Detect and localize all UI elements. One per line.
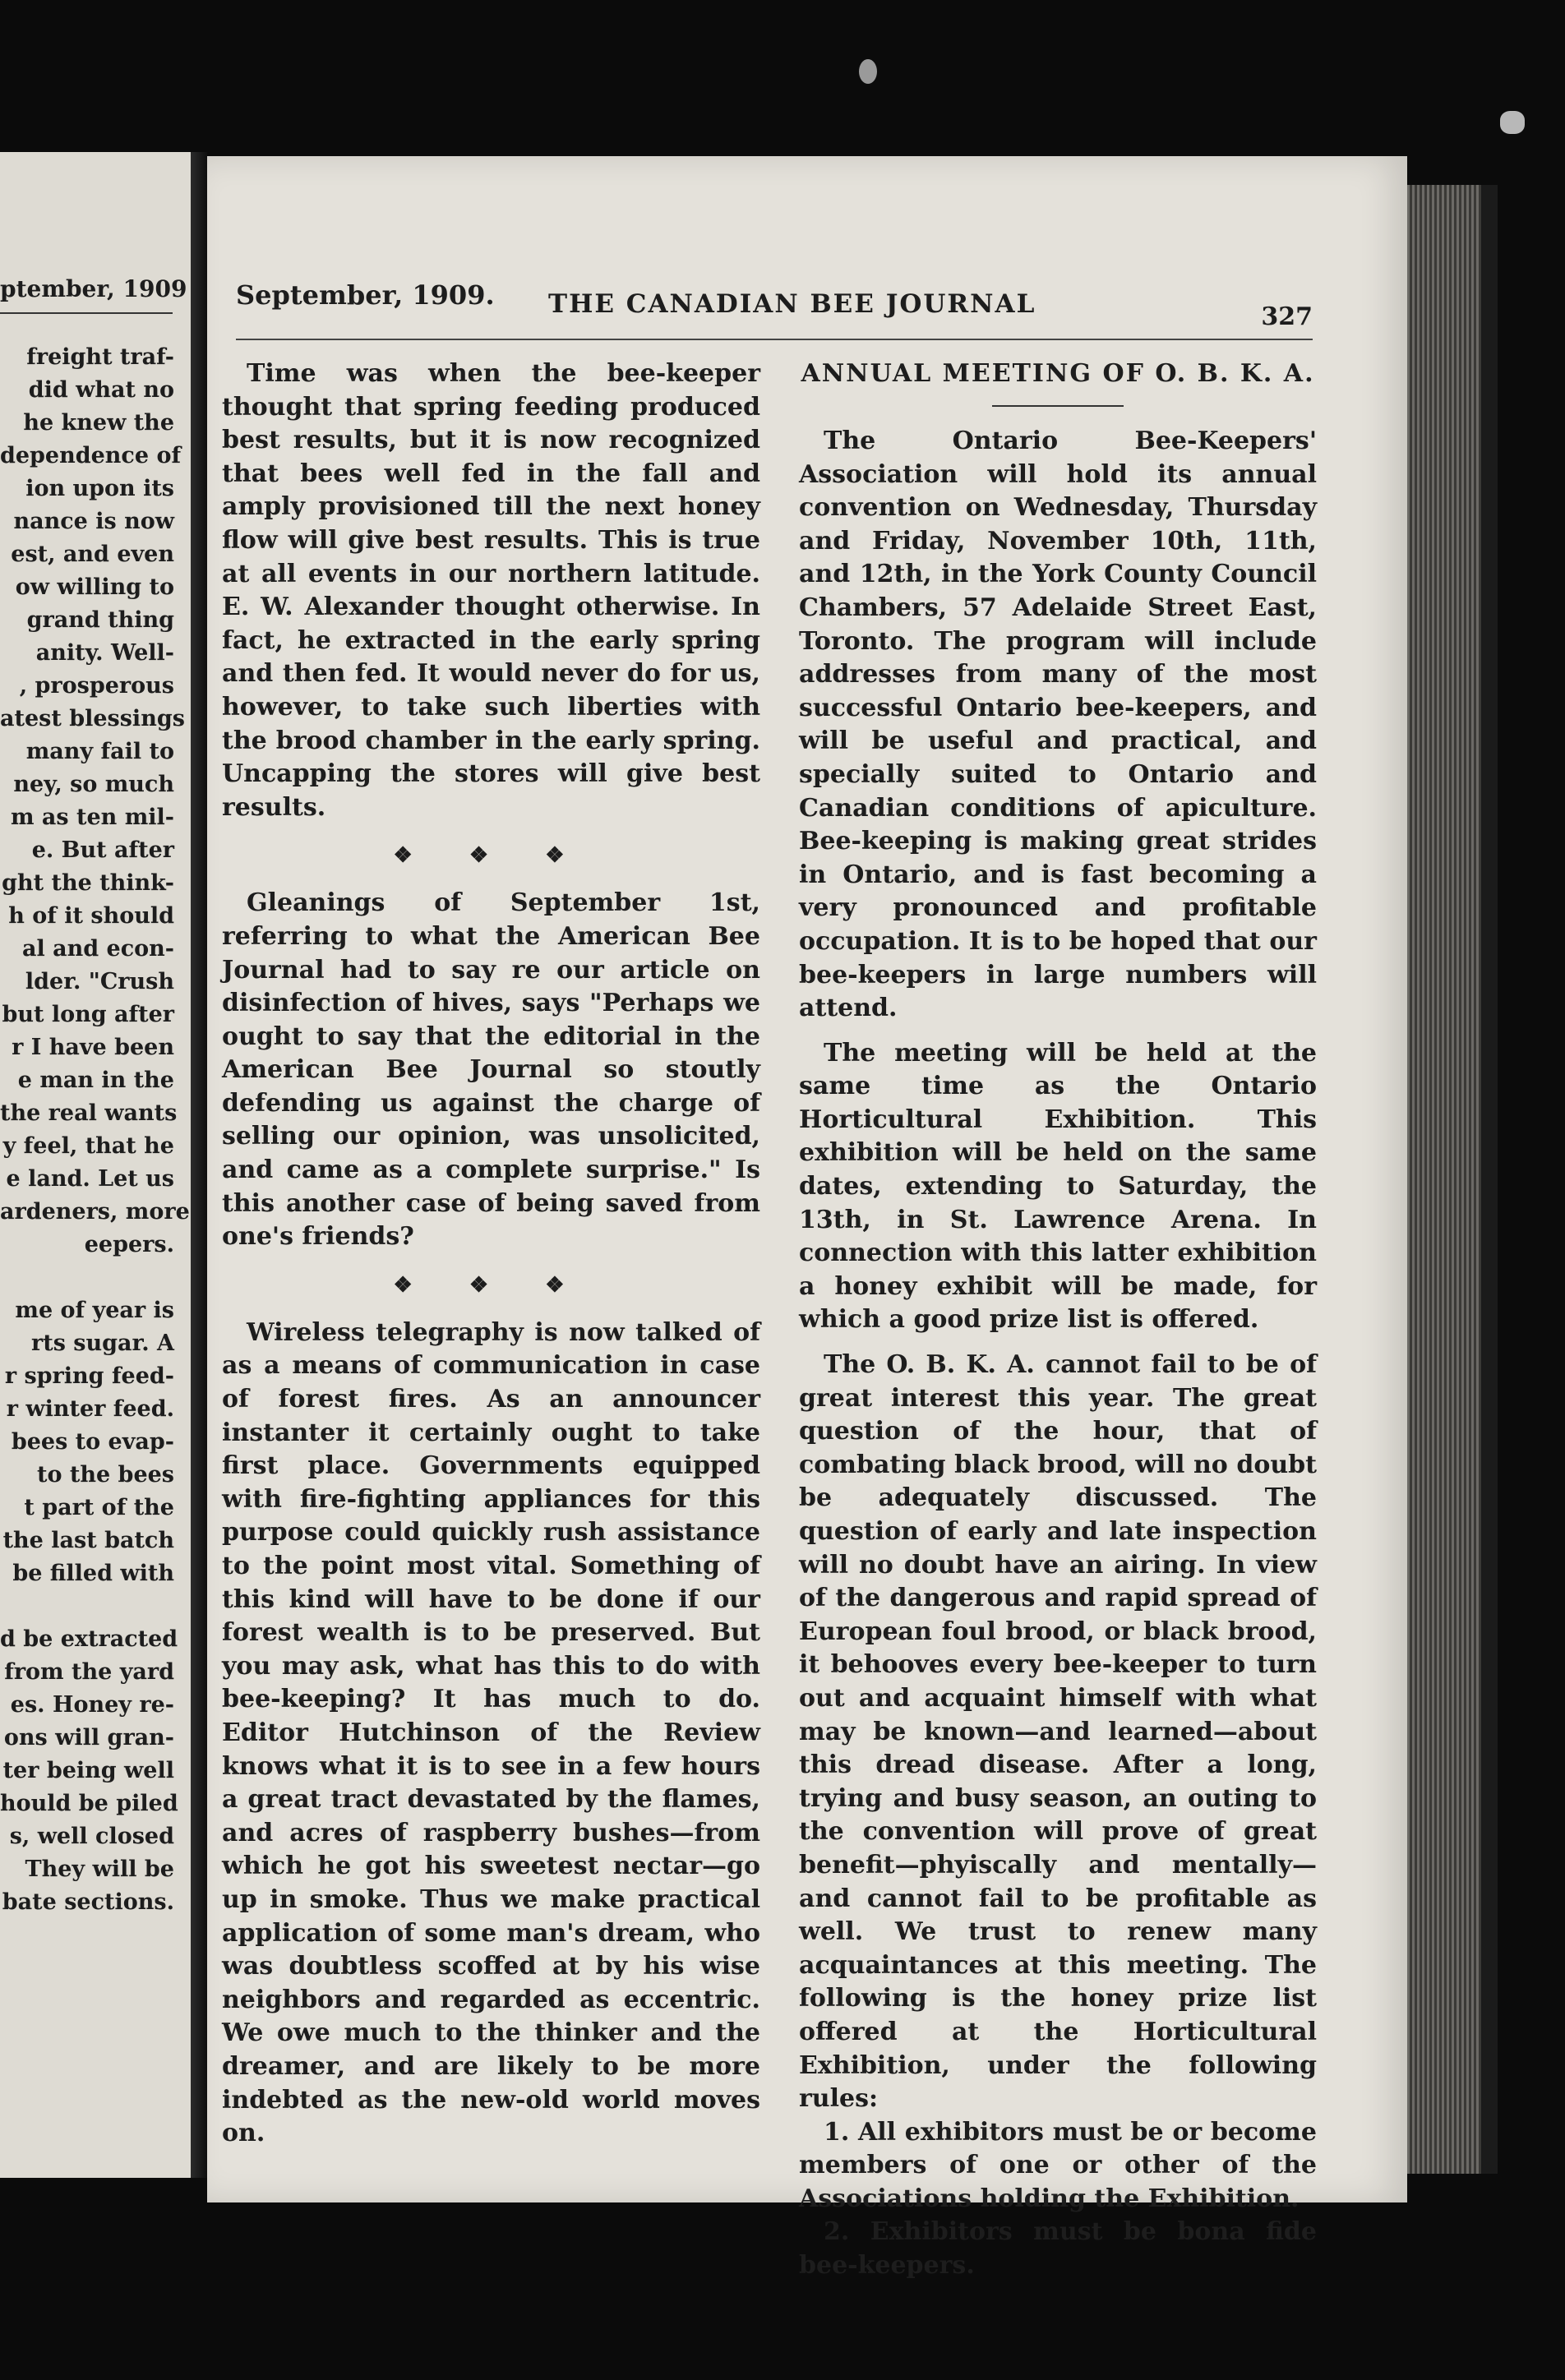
rule-item-2: 2. Exhibitors must be bona fide bee-keepers.: [799, 2217, 1317, 2281]
rule-item-1: 1. All exhibitors must be or become members of one or other of the Associations holding the Exhibition.: [799, 2117, 1317, 2213]
header-rule: [236, 339, 1313, 340]
facing-page-line: freight traf-: [26, 344, 174, 370]
facing-page-line: e land. Let us: [6, 1166, 174, 1192]
facing-page-line: r winter feed.: [6, 1396, 174, 1422]
facing-page-line: rts sugar. A: [31, 1331, 174, 1356]
dust-speck: [1500, 111, 1525, 134]
book-gutter: [191, 152, 207, 2178]
facing-page-line: nance is now: [13, 509, 174, 534]
journal-page: [207, 156, 1407, 2281]
page-edges: [1407, 185, 1481, 2174]
facing-page-line: but long after: [2, 1002, 174, 1027]
facing-page-line: he knew the: [23, 410, 174, 436]
facing-page-line: ons will gran-: [3, 1725, 174, 1750]
facing-page-line: hould be piled: [0, 1791, 178, 1816]
facing-page-line: ion upon its: [25, 476, 174, 501]
facing-page-line: be filled with: [12, 1561, 174, 1586]
facing-page-line: dependence of: [0, 443, 182, 468]
facing-page-line: the last batch: [2, 1528, 174, 1553]
paragraph-meeting-time: The meeting will be held at the same time as the Ontario Horticultural Exhibition. This exhibition will be held on the same dates, extending to Saturday, the 13th, in St. Lawrence Arena. In connection with this latter exhibition a honey exhibit will be made, for which a good prize list is offered.: [799, 1038, 1317, 1335]
facing-page-line: al and econ-: [21, 936, 174, 962]
dust-speck: [859, 59, 877, 84]
facing-page-line: t part of the: [24, 1495, 174, 1520]
article-title: ANNUAL MEETING OF O. B. K. A.: [801, 359, 1315, 388]
facing-page-line: ter being well: [2, 1758, 174, 1783]
ornament-divider: ❖ ❖ ❖: [393, 1272, 589, 1298]
facing-page-line: m as ten mil-: [10, 805, 174, 830]
facing-page-left: [0, 152, 193, 2178]
facing-page-line: e. But after: [31, 837, 174, 863]
paragraph-convention: The Ontario Bee-Keepers' Association will hold its annual convention on Wednesday, Thursday and Friday, November 10th, 11th, and 12th, in the York County Council Chambers, 57 Adelaide Street East, Toronto. The program will include addresses from many of the most successful Ontario bee-keepers, and will be useful and practical, and specially suited to Ontario and Canadian conditions of apiculture. Bee-keeping is making great strides in Ontario, and is fast becoming a very pronounced and profitable occupation. It is to be hoped that our bee-keepers in large numbers will attend.: [799, 427, 1317, 1023]
facing-page-line: ney, so much: [13, 772, 174, 797]
facing-page-line: r spring feed-: [4, 1363, 174, 1389]
facing-page-line: r I have been: [12, 1035, 174, 1060]
page-number: 327: [1261, 302, 1313, 331]
paragraph-wireless-telegraphy: Wireless telegraphy is now talked of as a means of communication in case of forest fires. As an announcer instanter it certainly ought to take first place. Governments equipped with fire-fighting appliances for this purpose could quickly rush assistance to the point most vital. Something of this kind will have to be done if our forest wealth is to be preserved. But you may ask, what has this to do with bee-keeping? It has much to do. Editor Hutchinson of the Review knows what it is to see in a few hours a great tract devastated by the flames, and acres of raspberry bushes—from which he got his sweetest nectar—go up in smoke. Thus we make practical application of some man's dream, who was doubtless scoffed at by his wise neighbors and regarded as eccentric. We owe much to the thinker and the dreamer, and are likely to be more indebted as the new-old world moves on.: [222, 1317, 760, 2148]
facing-page-line: ow willing to: [15, 574, 174, 600]
paragraph-spring-feeding: Time was when the bee-keeper thought that spring feeding produced best results, but it is now recognized that bees well fed in the fall and amply provisioned till the next honey flow will give best results. This is true at all events in our northern latitude. E. W. Alexander thought otherwise. In fact, he extracted in the early spring and then fed. It would never do for us, however, to take such liberties with the brood chamber in the early spring. Uncapping the stores will give best results.: [222, 359, 760, 822]
facing-page-line: grand thing: [26, 607, 174, 633]
running-head: [236, 279, 1313, 329]
facing-page-line: ardeners, more: [0, 1199, 190, 1225]
facing-page-line: d be extracted: [0, 1626, 178, 1652]
book-cover-edge: [1481, 185, 1498, 2174]
issue-date: September, 1909.: [236, 279, 495, 311]
facing-page-line: h of it should: [8, 903, 174, 929]
facing-page-line: bate sections.: [2, 1889, 174, 1915]
facing-page-line: did what no: [28, 377, 174, 403]
facing-page-line: from the yard: [4, 1659, 174, 1685]
facing-page-line: me of year is: [15, 1298, 174, 1323]
facing-page-line: atest blessings: [0, 706, 185, 731]
right-column: [799, 357, 1317, 2283]
journal-title: THE CANADIAN BEE JOURNAL: [548, 289, 1036, 319]
facing-page-text: [0, 341, 190, 1919]
facing-page-line: , prosperous: [19, 673, 174, 699]
facing-page-line: es. Honey re-: [10, 1692, 174, 1718]
title-rule: [992, 405, 1124, 407]
facing-page-line: ght the think-: [2, 870, 174, 896]
facing-page-line: [0, 1261, 174, 1294]
facing-page-line: bees to evap-: [11, 1429, 174, 1455]
left-column: [222, 357, 760, 2151]
ornament-divider: ❖ ❖ ❖: [393, 843, 589, 869]
facing-page-line: the real wants: [0, 1100, 178, 1126]
facing-page-line: e man in the: [17, 1068, 174, 1093]
facing-page-line: eepers.: [84, 1232, 174, 1257]
facing-page-line: y feel, that he: [2, 1133, 174, 1159]
facing-page-line: [0, 1590, 174, 1623]
facing-page-header: ptember, 1909: [0, 275, 187, 302]
facing-page-line: They will be: [25, 1856, 174, 1882]
facing-page-line: many fail to: [25, 739, 174, 764]
facing-page-line: anity. Well-: [35, 640, 174, 666]
facing-page-line: lder. "Crush: [25, 969, 174, 994]
facing-page-line: est, and even: [11, 542, 174, 567]
facing-page-line: to the bees: [37, 1462, 174, 1488]
paragraph-obka-interest: The O. B. K. A. cannot fail to be of great interest this year. The great question of the hour, that of combating black brood, will no doubt be adequately discussed. The question of early and late inspection will no doubt have an airing. In view of the dangerous and rapid spread of European foul brood, or black brood, it behooves every bee-keeper to turn out and acquaint himself with what may be known—and learned—about this dread disease. After a long, trying and busy season, an outing to the convention will prove of great benefit—phyiscally and mentally—and cannot fail to be profitable as well. We trust to renew many acquaintances at this meeting. The following is the honey prize list offered at the Horticultural Exhibition, under the following rules:: [799, 1350, 1317, 2114]
facing-page-line: s, well closed: [9, 1824, 174, 1849]
facing-page-rule: [0, 312, 173, 314]
paragraph-gleanings: Gleanings of September 1st, referring to what the American Bee Journal had to say re our article on disinfection of hives, says "Perhaps we ought to say that the editorial in the American Bee Journal so stoutly defending us against the charge of selling our opinion, was unsolicited, and came as a complete surprise." Is this another case of being saved from one's friends?: [222, 888, 760, 1252]
